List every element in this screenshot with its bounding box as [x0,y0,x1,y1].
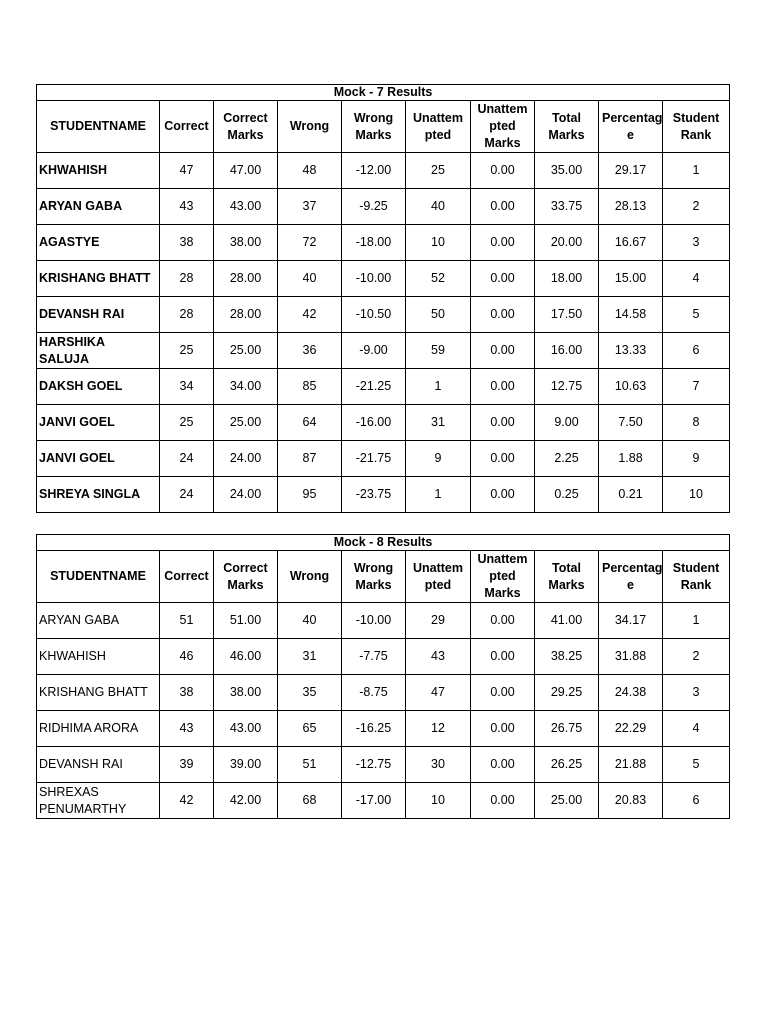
table-cell: 34.00 [214,369,278,405]
table-cell: 28 [160,297,214,333]
table-cell: 25 [160,333,214,369]
table-cell: 0.00 [471,603,535,639]
student-name-cell: HARSHIKA SALUJA [37,333,160,369]
table-cell: 52 [406,261,471,297]
table-cell: 13.33 [599,333,663,369]
table-cell: 0.00 [471,333,535,369]
table-cell: 25 [160,405,214,441]
table-cell: 39 [160,747,214,783]
student-name-cell: JANVI GOEL [37,405,160,441]
mock-7-results-table [36,84,730,513]
table-cell: 43.00 [214,189,278,225]
table-cell: 33.75 [535,189,599,225]
header-row [37,551,730,603]
table-cell: 35.00 [535,153,599,189]
table-cell: 0.00 [471,711,535,747]
table-cell: 0.00 [471,189,535,225]
table-cell: 10.63 [599,369,663,405]
table-title: Mock - 7 Results [37,85,730,101]
table-cell: 5 [663,297,730,333]
table-cell: 43 [160,189,214,225]
table-cell: 59 [406,333,471,369]
table-cell: 0.00 [471,405,535,441]
table-cell: 25.00 [214,333,278,369]
table-cell: 0.00 [471,441,535,477]
table-cell: 0.00 [471,783,535,819]
table-cell: 3 [663,225,730,261]
table-cell: 25.00 [214,405,278,441]
table-cell: 9.00 [535,405,599,441]
table-cell: -17.00 [342,783,406,819]
table-cell: 51.00 [214,603,278,639]
table-row [37,747,730,783]
column-header: Percentag e [599,551,663,603]
table-cell: 68 [278,783,342,819]
table-row [37,333,730,369]
table-cell: 28.00 [214,261,278,297]
table-cell: 20.00 [535,225,599,261]
table-cell: 18.00 [535,261,599,297]
table-cell: 0.00 [471,261,535,297]
student-name-cell: KRISHANG BHATT [37,261,160,297]
table-cell: 37 [278,189,342,225]
table-cell: 8 [663,405,730,441]
table-cell: 38.00 [214,675,278,711]
table-body [37,153,730,513]
table-cell: 21.88 [599,747,663,783]
student-name-cell: DAKSH GOEL [37,369,160,405]
table-cell: 31 [406,405,471,441]
table-cell: 7 [663,369,730,405]
table-cell: 24 [160,477,214,513]
table-cell: -7.75 [342,639,406,675]
table-cell: 40 [278,261,342,297]
column-header: Percentag e [599,101,663,153]
column-header: Unattem pted Marks [471,551,535,603]
table-cell: 85 [278,369,342,405]
student-name-cell: SHREYA SINGLA [37,477,160,513]
table-cell: 10 [663,477,730,513]
table-cell: 29.25 [535,675,599,711]
table-cell: -16.00 [342,405,406,441]
table-cell: 9 [406,441,471,477]
table-cell: 38 [160,225,214,261]
table-cell: 24.00 [214,441,278,477]
table-cell: 2.25 [535,441,599,477]
mock-8-results-table [36,534,730,819]
table-row [37,225,730,261]
table-cell: 43 [406,639,471,675]
table-cell: -18.00 [342,225,406,261]
table-cell: 42 [278,297,342,333]
student-name-cell: JANVI GOEL [37,441,160,477]
header-row [37,101,730,153]
table-cell: 87 [278,441,342,477]
column-header: Correct [160,101,214,153]
student-name-cell: ARYAN GABA [37,603,160,639]
column-header: Total Marks [535,551,599,603]
table-cell: 24 [160,441,214,477]
table-cell: 24.38 [599,675,663,711]
table-cell: 0.00 [471,225,535,261]
table-cell: 1.88 [599,441,663,477]
column-header: Total Marks [535,101,599,153]
table-cell: 43.00 [214,711,278,747]
table-cell: 28.13 [599,189,663,225]
table-cell: 25 [406,153,471,189]
table-cell: 46 [160,639,214,675]
table-cell: 31 [278,639,342,675]
table-cell: 10 [406,783,471,819]
table-cell: -21.25 [342,369,406,405]
table-cell: 9 [663,441,730,477]
table-cell: 40 [406,189,471,225]
table-cell: 34.17 [599,603,663,639]
table-cell: 40 [278,603,342,639]
table-cell: 64 [278,405,342,441]
table-cell: -9.00 [342,333,406,369]
table-cell: 17.50 [535,297,599,333]
table-cell: 47 [160,153,214,189]
table-cell: -12.00 [342,153,406,189]
column-header: Wrong [278,551,342,603]
column-header: Wrong [278,101,342,153]
student-name-cell: KHWAHISH [37,153,160,189]
table-cell: 47 [406,675,471,711]
column-header: Unattem pted [406,551,471,603]
table-cell: 4 [663,261,730,297]
table-cell: 20.83 [599,783,663,819]
table-cell: -12.75 [342,747,406,783]
table-cell: 2 [663,189,730,225]
table-cell: -10.00 [342,603,406,639]
table-cell: 16.00 [535,333,599,369]
table-cell: 51 [278,747,342,783]
table-cell: 16.67 [599,225,663,261]
table-cell: 0.00 [471,297,535,333]
table-cell: 1 [663,153,730,189]
table-row [37,369,730,405]
table-row [37,603,730,639]
table-cell: 0.21 [599,477,663,513]
table-cell: 0.00 [471,747,535,783]
table-cell: 7.50 [599,405,663,441]
table-cell: 6 [663,783,730,819]
table-cell: -21.75 [342,441,406,477]
student-name-cell: DEVANSH RAI [37,297,160,333]
table-cell: 36 [278,333,342,369]
table-cell: 0.00 [471,477,535,513]
table-cell: 28 [160,261,214,297]
table-cell: 38.00 [214,225,278,261]
column-header: STUDENTNAME [37,551,160,603]
table-cell: 1 [406,477,471,513]
table-cell: 2 [663,639,730,675]
student-name-cell: KRISHANG BHATT [37,675,160,711]
table-cell: 29 [406,603,471,639]
table-cell: 5 [663,747,730,783]
table-cell: 46.00 [214,639,278,675]
table-cell: 28.00 [214,297,278,333]
table-cell: 10 [406,225,471,261]
table-cell: 42.00 [214,783,278,819]
table-cell: 51 [160,603,214,639]
table-cell: 1 [406,369,471,405]
table-row [37,639,730,675]
table-row [37,711,730,747]
column-header: Correct [160,551,214,603]
table-cell: 35 [278,675,342,711]
table-cell: 95 [278,477,342,513]
table-cell: 42 [160,783,214,819]
table-cell: 26.75 [535,711,599,747]
table-cell: 4 [663,711,730,747]
table-cell: 41.00 [535,603,599,639]
table-row [37,189,730,225]
table-cell: 0.00 [471,639,535,675]
table-cell: 31.88 [599,639,663,675]
table-cell: 0.00 [471,675,535,711]
table-row [37,783,730,819]
student-name-cell: AGASTYE [37,225,160,261]
table-cell: -10.00 [342,261,406,297]
table-body [37,603,730,819]
table-row [37,153,730,189]
table-cell: 26.25 [535,747,599,783]
table-cell: 1 [663,603,730,639]
table-cell: 22.29 [599,711,663,747]
table-cell: -8.75 [342,675,406,711]
column-header: STUDENTNAME [37,101,160,153]
student-name-cell: SHREXAS PENUMARTHY [37,783,160,819]
table-cell: 12.75 [535,369,599,405]
column-header: Correct Marks [214,551,278,603]
table-cell: 39.00 [214,747,278,783]
table-row [37,477,730,513]
student-name-cell: RIDHIMA ARORA [37,711,160,747]
table-cell: 34 [160,369,214,405]
column-header: Student Rank [663,101,730,153]
student-name-cell: KHWAHISH [37,639,160,675]
table-cell: 14.58 [599,297,663,333]
table-cell: 3 [663,675,730,711]
table-cell: 50 [406,297,471,333]
column-header: Student Rank [663,551,730,603]
table-cell: 0.25 [535,477,599,513]
table-cell: 24.00 [214,477,278,513]
table-cell: 25.00 [535,783,599,819]
table-cell: 38.25 [535,639,599,675]
table-cell: -23.75 [342,477,406,513]
table-cell: -9.25 [342,189,406,225]
table-row [37,441,730,477]
column-header: Unattem pted Marks [471,101,535,153]
column-header: Unattem pted [406,101,471,153]
table-cell: 65 [278,711,342,747]
table-cell: -10.50 [342,297,406,333]
table-cell: 72 [278,225,342,261]
table-row [37,675,730,711]
table-cell: -16.25 [342,711,406,747]
table-cell: 48 [278,153,342,189]
table-row [37,261,730,297]
table-cell: 47.00 [214,153,278,189]
table-cell: 0.00 [471,153,535,189]
table-row [37,297,730,333]
table-cell: 43 [160,711,214,747]
table-cell: 6 [663,333,730,369]
table-cell: 29.17 [599,153,663,189]
table-cell: 15.00 [599,261,663,297]
student-name-cell: DEVANSH RAI [37,747,160,783]
table-cell: 0.00 [471,369,535,405]
table-cell: 38 [160,675,214,711]
column-header: Wrong Marks [342,101,406,153]
column-header: Wrong Marks [342,551,406,603]
table-cell: 30 [406,747,471,783]
table-title: Mock - 8 Results [37,535,730,551]
student-name-cell: ARYAN GABA [37,189,160,225]
column-header: Correct Marks [214,101,278,153]
table-row [37,405,730,441]
table-cell: 12 [406,711,471,747]
